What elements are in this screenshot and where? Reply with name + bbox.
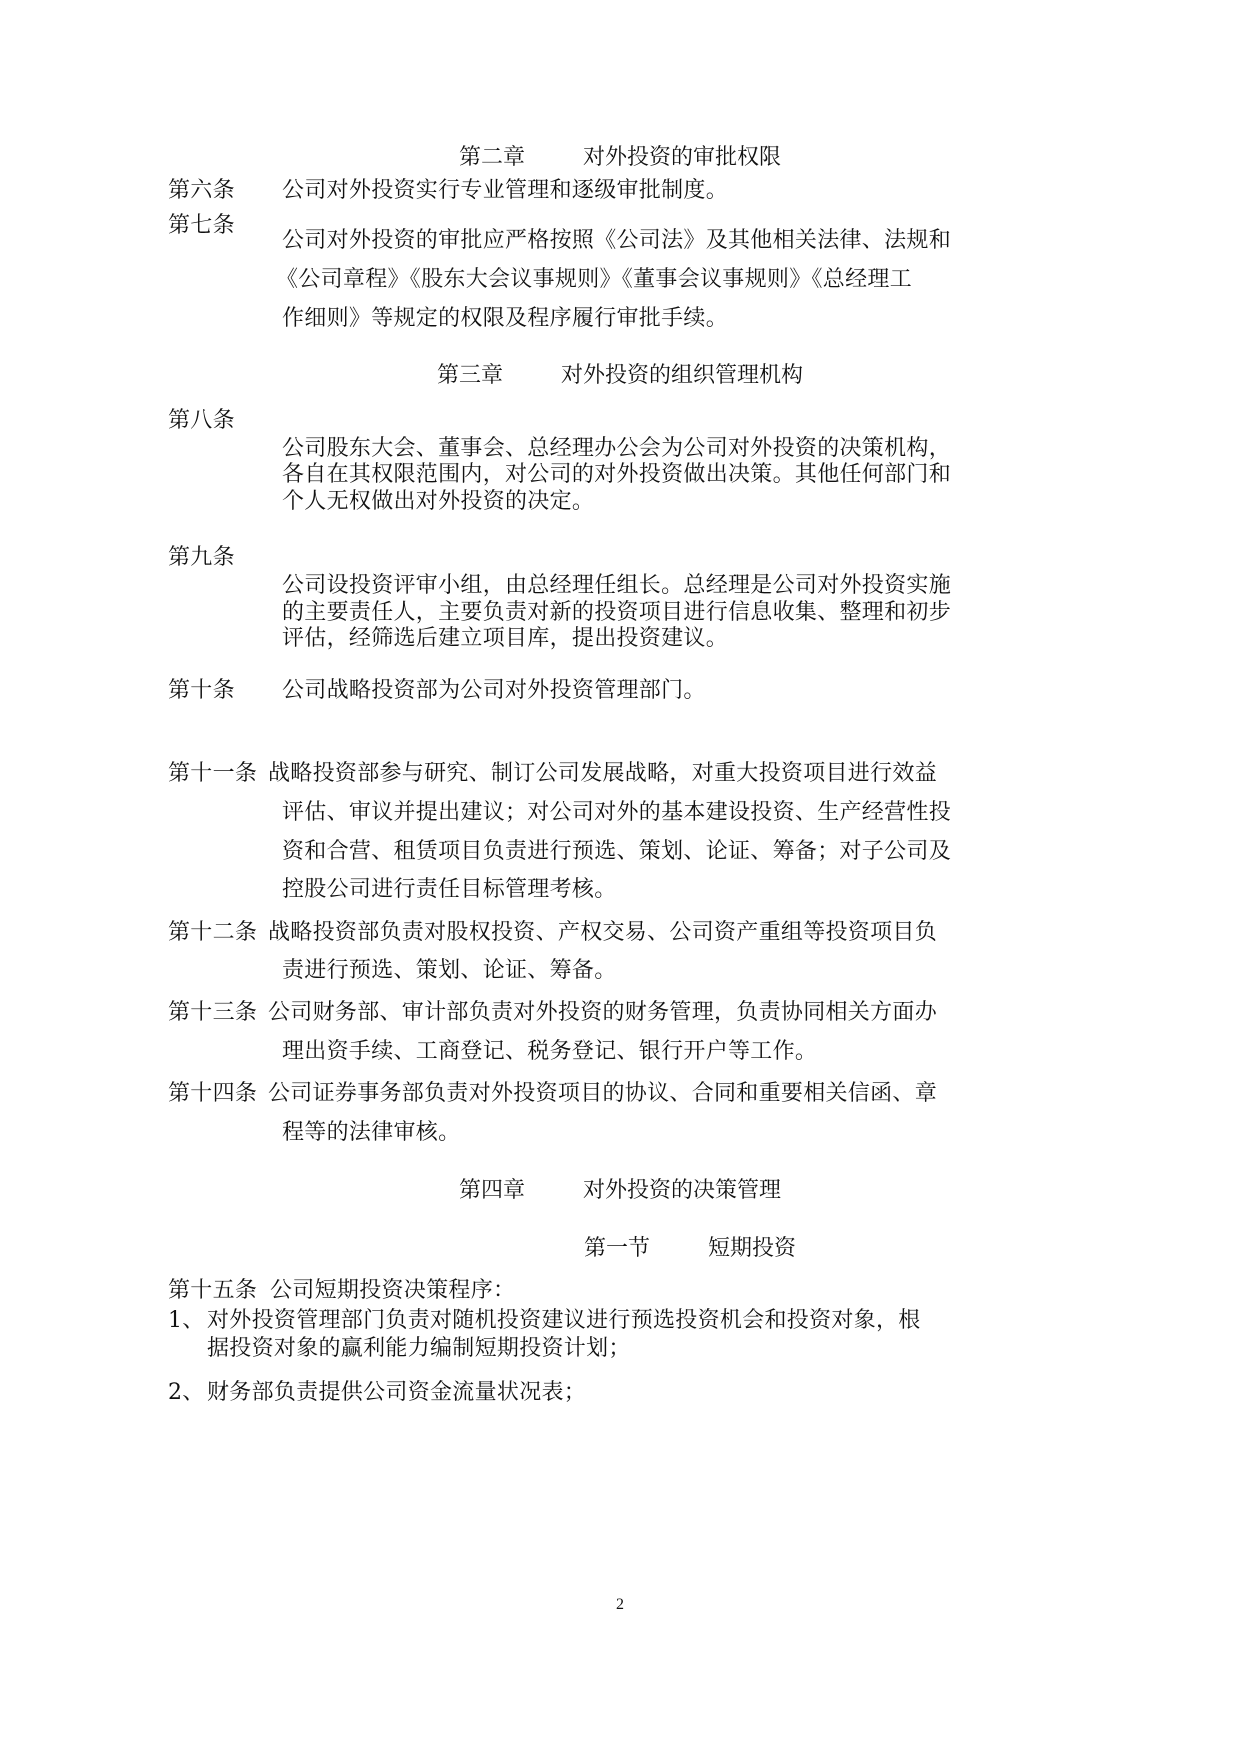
chapter-title: 对外投资的审批权限 [583,145,782,170]
chapter-number: 第二章 [458,145,525,170]
procedure-item-text-2: 财务部负责提供公司资金流量状况表； [207,1380,587,1405]
chapter-heading-2 [0,145,1240,171]
section-heading-1 [70,1236,1240,1262]
article-text-13-line-1: 公司财务部、审计部负责对外投资的财务管理，负责协同相关方面办 [268,1000,938,1025]
article-text-11-line-1: 战略投资部参与研究、制订公司发展战略，对重大投资项目进行效益 [268,761,938,786]
section-number: 第一节 [583,1236,650,1261]
article-text-15: 公司短期投资决策程序： [270,1278,516,1303]
article-text-14-line-1: 公司证券事务部负责对外投资项目的协议、合同和重要相关信函、章 [268,1081,938,1106]
article-label-8: 第八条 [168,408,235,433]
article-text-7-line-1: 公司对外投资的审批应严格按照《公司法》及其他相关法律、法规和 [282,228,952,253]
procedure-item-text-1-line-2: 据投资对象的赢利能力编制短期投资计划； [207,1336,631,1361]
article-text-13-line-2: 理出资手续、工商登记、税务登记、银行开户等工作。 [282,1039,818,1064]
procedure-item-number-1: 1、 [168,1308,205,1333]
article-text-8-line-2: 各自在其权限范围内，对公司的对外投资做出决策。其他任何部门和 [282,462,952,487]
article-text-8-line-3: 个人无权做出对外投资的决定。 [282,489,595,514]
chapter-heading-3 [0,363,1240,389]
article-text-12-line-1: 战略投资部负责对股权投资、产权交易、公司资产重组等投资项目负 [268,920,938,945]
article-text-8-line-1: 公司股东大会、董事会、总经理办公会为公司对外投资的决策机构， [282,436,952,461]
article-text-11-line-3: 资和合营、租赁项目负责进行预选、策划、论证、筹备；对子公司及 [282,839,952,864]
article-label-6: 第六条 [168,178,235,203]
chapter-number: 第四章 [458,1178,525,1203]
article-label-7: 第七条 [168,213,235,238]
article-text-11-line-2: 评估、审议并提出建议；对公司对外的基本建设投资、生产经营性投 [282,800,952,825]
article-label-13: 第十三条 [168,1000,258,1025]
article-label-9: 第九条 [168,545,235,570]
procedure-item-number-2: 2、 [168,1380,205,1405]
page-number: 2 [616,1596,624,1613]
article-text-9-line-3: 评估，经筛选后建立项目库，提出投资建议。 [282,626,729,651]
article-text-14-line-2: 程等的法律审核。 [282,1120,461,1145]
article-label-14: 第十四条 [168,1081,258,1106]
chapter-heading-4 [0,1178,1240,1204]
article-text-11-line-4: 控股公司进行责任目标管理考核。 [282,877,617,902]
article-text-6: 公司对外投资实行专业管理和逐级审批制度。 [282,178,729,203]
article-text-7-line-3: 作细则》等规定的权限及程序履行审批手续。 [282,306,729,331]
chapter-title: 对外投资的组织管理机构 [561,363,804,388]
article-text-7-line-2: 《公司章程》《股东大会议事规则》《董事会议事规则》《总经理工 [276,267,913,292]
article-label-10: 第十条 [168,678,235,703]
chapter-number: 第三章 [436,363,503,388]
article-label-12: 第十二条 [168,920,258,945]
article-text-12-line-2: 责进行预选、策划、论证、筹备。 [282,958,617,983]
article-label-15: 第十五条 [168,1278,258,1303]
article-text-9-line-2: 的主要责任人，主要负责对新的投资项目进行信息收集、整理和初步 [282,600,952,625]
chapter-title: 对外投资的决策管理 [583,1178,782,1203]
article-text-10: 公司战略投资部为公司对外投资管理部门。 [282,678,706,703]
article-text-9-line-1: 公司设投资评审小组，由总经理任组长。总经理是公司对外投资实施 [282,573,952,598]
article-label-11: 第十一条 [168,761,258,786]
section-title: 短期投资 [708,1236,797,1261]
procedure-item-text-1-line-1: 对外投资管理部门负责对随机投资建议进行预选投资机会和投资对象，根 [207,1308,921,1333]
